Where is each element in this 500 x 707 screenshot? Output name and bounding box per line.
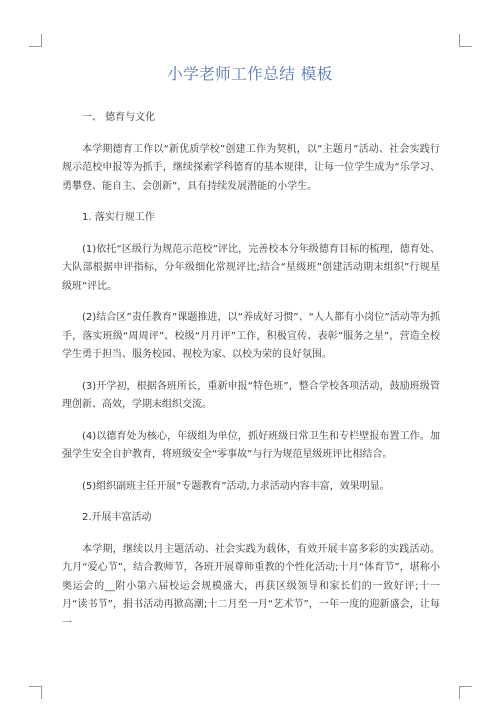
crop-mark-bottom-right — [459, 686, 472, 699]
paragraph-intro: 本学期德育工作以“新优质学校”创建工作为契机，以“主题月”活动、社会实践行规示范校申报等为抓手，继续探索学科德育的基本规律，让每一位学生成为“乐学习、勇攀登、能自主、会创新”，具有持续发展潜能的小学生。 — [62, 143, 440, 192]
document-body — [62, 109, 440, 633]
paragraph-item-5: (5)组织副班主任开展”专题教育”活动,力求活动内容丰富，效果明显。 — [82, 480, 390, 492]
paragraph-item-3: (3)开学初，根据各班所长，重新申报“特色班”，整合学校各项活动，鼓励班级管理创新、高效，学期末组织交流。 — [62, 380, 440, 410]
section-heading-moral-culture: 一、 德育与文化 — [82, 112, 156, 123]
paragraph-item-4: (4)以德育处为核心，年级组为单位，抓好班级日常卫生和专栏壁报布置工作。加强学生安全自护教育，将班级安全“零事故”与行为规范星级班评比相结合。 — [62, 430, 440, 460]
document-title: 小学老师工作总结 模板 — [167, 65, 333, 83]
paragraph-item-1: (1)依托“区级行为规范示范校”评比，完善校本分年级德育目标的梳理，德育处、大队部根据申评指标，分年级细化常规评比;结合“星级班”创建活动期末组织”行规星级班”评比。 — [62, 243, 440, 292]
subheading-activities: 2.开展丰富活动 — [82, 512, 152, 523]
subheading-rules-work: 1. 落实行规工作 — [82, 212, 155, 223]
crop-mark-top-left — [29, 34, 42, 47]
crop-mark-top-right — [459, 34, 472, 47]
paragraph-activities: 本学期，继续以月主题活动、社会实践为载体，有效开展丰富多彩的实践活动。九月“爱心节”，结合教师节，各班开展尊师重教的个性化活动;十月“体育节”，堪称小奥运会的__附小第六届校运会规模盛大，再获区级领导和家长们的一致好评;十一月“读书节”，捐书活动再掀高潮;十二月至一月“艺术节”，一年一度的迎新盛会，让每一 — [62, 543, 440, 629]
crop-mark-bottom-left — [29, 686, 42, 699]
paragraph-item-2: (2)结合区”责任教育”课题推进，以“养成好习惯”、“人人都有小岗位”活动等为抓手，落实班级“周周评”、校级“月月评”工作，积极宣传、表彰”服务之星”，营造全校学生勇于担当、服务校园、视校为家、以校为荣的良好氛围。 — [62, 312, 440, 360]
